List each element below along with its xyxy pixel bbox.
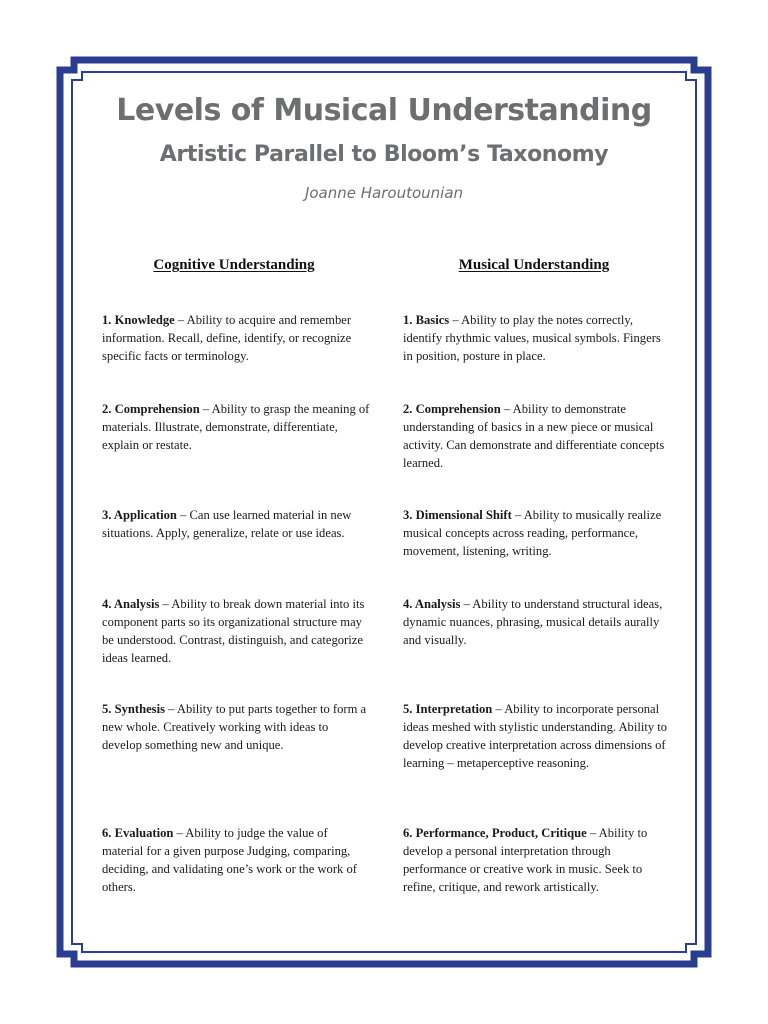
item-text: – Ability to develop a personal interpretation through performance or creative work in music. Seek to refine, critique, and rework artistically. [403, 826, 648, 894]
item-term: 2. Comprehension [403, 402, 501, 416]
item-text: – Ability to understand structural ideas, dynamic nuances, phrasing, musical details aurally and visually. [403, 597, 663, 647]
item-text: – Ability to judge the value of material for a given purpose Judging, comparing, deciding, and validating one’s work or the work of others. [102, 826, 357, 894]
cognitive-column-heading: Cognitive Understanding [153, 257, 315, 273]
item-term: 6. Performance, Product, Critique [403, 826, 587, 840]
cognitive-item [102, 595, 370, 667]
page-title: Levels of Musical Understanding [116, 93, 652, 128]
item-text: – Ability to grasp the meaning of materials. Illustrate, demonstrate, differentiate, explain or restate. [102, 402, 370, 452]
cognitive-item [102, 506, 370, 542]
item-term: 2. Comprehension [102, 402, 200, 416]
cognitive-item [102, 824, 370, 896]
musical-column-heading: Musical Understanding [458, 257, 610, 273]
item-text: – Ability to play the notes correctly, identify rhythmic values, musical symbols. Fingers in position, posture in place. [403, 313, 661, 363]
musical-item [403, 700, 671, 772]
cognitive-item [102, 700, 370, 754]
author-name: Joanne Haroutounian [304, 184, 464, 202]
item-text: – Ability to incorporate personal ideas meshed with stylistic understanding. Ability to develop creative interpretation across dimensions of learning – metaperceptive reasoning. [403, 702, 668, 770]
cognitive-item [102, 400, 370, 454]
item-text: – Ability to demonstrate understanding of basics in a new piece or musical activity. Can demonstrate and differentiate concepts learned. [403, 402, 665, 470]
musical-item [403, 311, 671, 365]
musical-item [403, 400, 671, 472]
item-term: 5. Synthesis [102, 702, 165, 716]
musical-item [403, 824, 671, 896]
item-text: – Ability to acquire and remember information. Recall, define, identify, or recognize specific facts or terminology. [102, 313, 352, 363]
musical-item [403, 506, 671, 560]
item-term: 1. Basics [403, 313, 450, 327]
item-term: 5. Interpretation [403, 702, 493, 716]
item-text: – Can use learned material in new situations. Apply, generalize, relate or use ideas. [102, 508, 352, 540]
item-term: 3. Application [102, 508, 177, 522]
musical-item [403, 595, 671, 649]
cognitive-item [102, 311, 370, 365]
page-subtitle: Artistic Parallel to Bloom’s Taxonomy [159, 142, 609, 167]
item-term: 6. Evaluation [102, 826, 174, 840]
item-term: 3. Dimensional Shift [403, 508, 512, 522]
item-term: 1. Knowledge [102, 313, 175, 327]
item-term: 4. Analysis [102, 597, 160, 611]
item-text: – Ability to put parts together to form a new whole. Creatively working with ideas to develop something new and unique. [102, 702, 367, 752]
item-text: – Ability to musically realize musical concepts across reading, performance, movement, listening, writing. [403, 508, 662, 558]
item-text: – Ability to break down material into its component parts so its organizational structure may be understood. Contrast, distinguish, and categorize ideas learned. [102, 597, 365, 665]
item-term: 4. Analysis [403, 597, 461, 611]
